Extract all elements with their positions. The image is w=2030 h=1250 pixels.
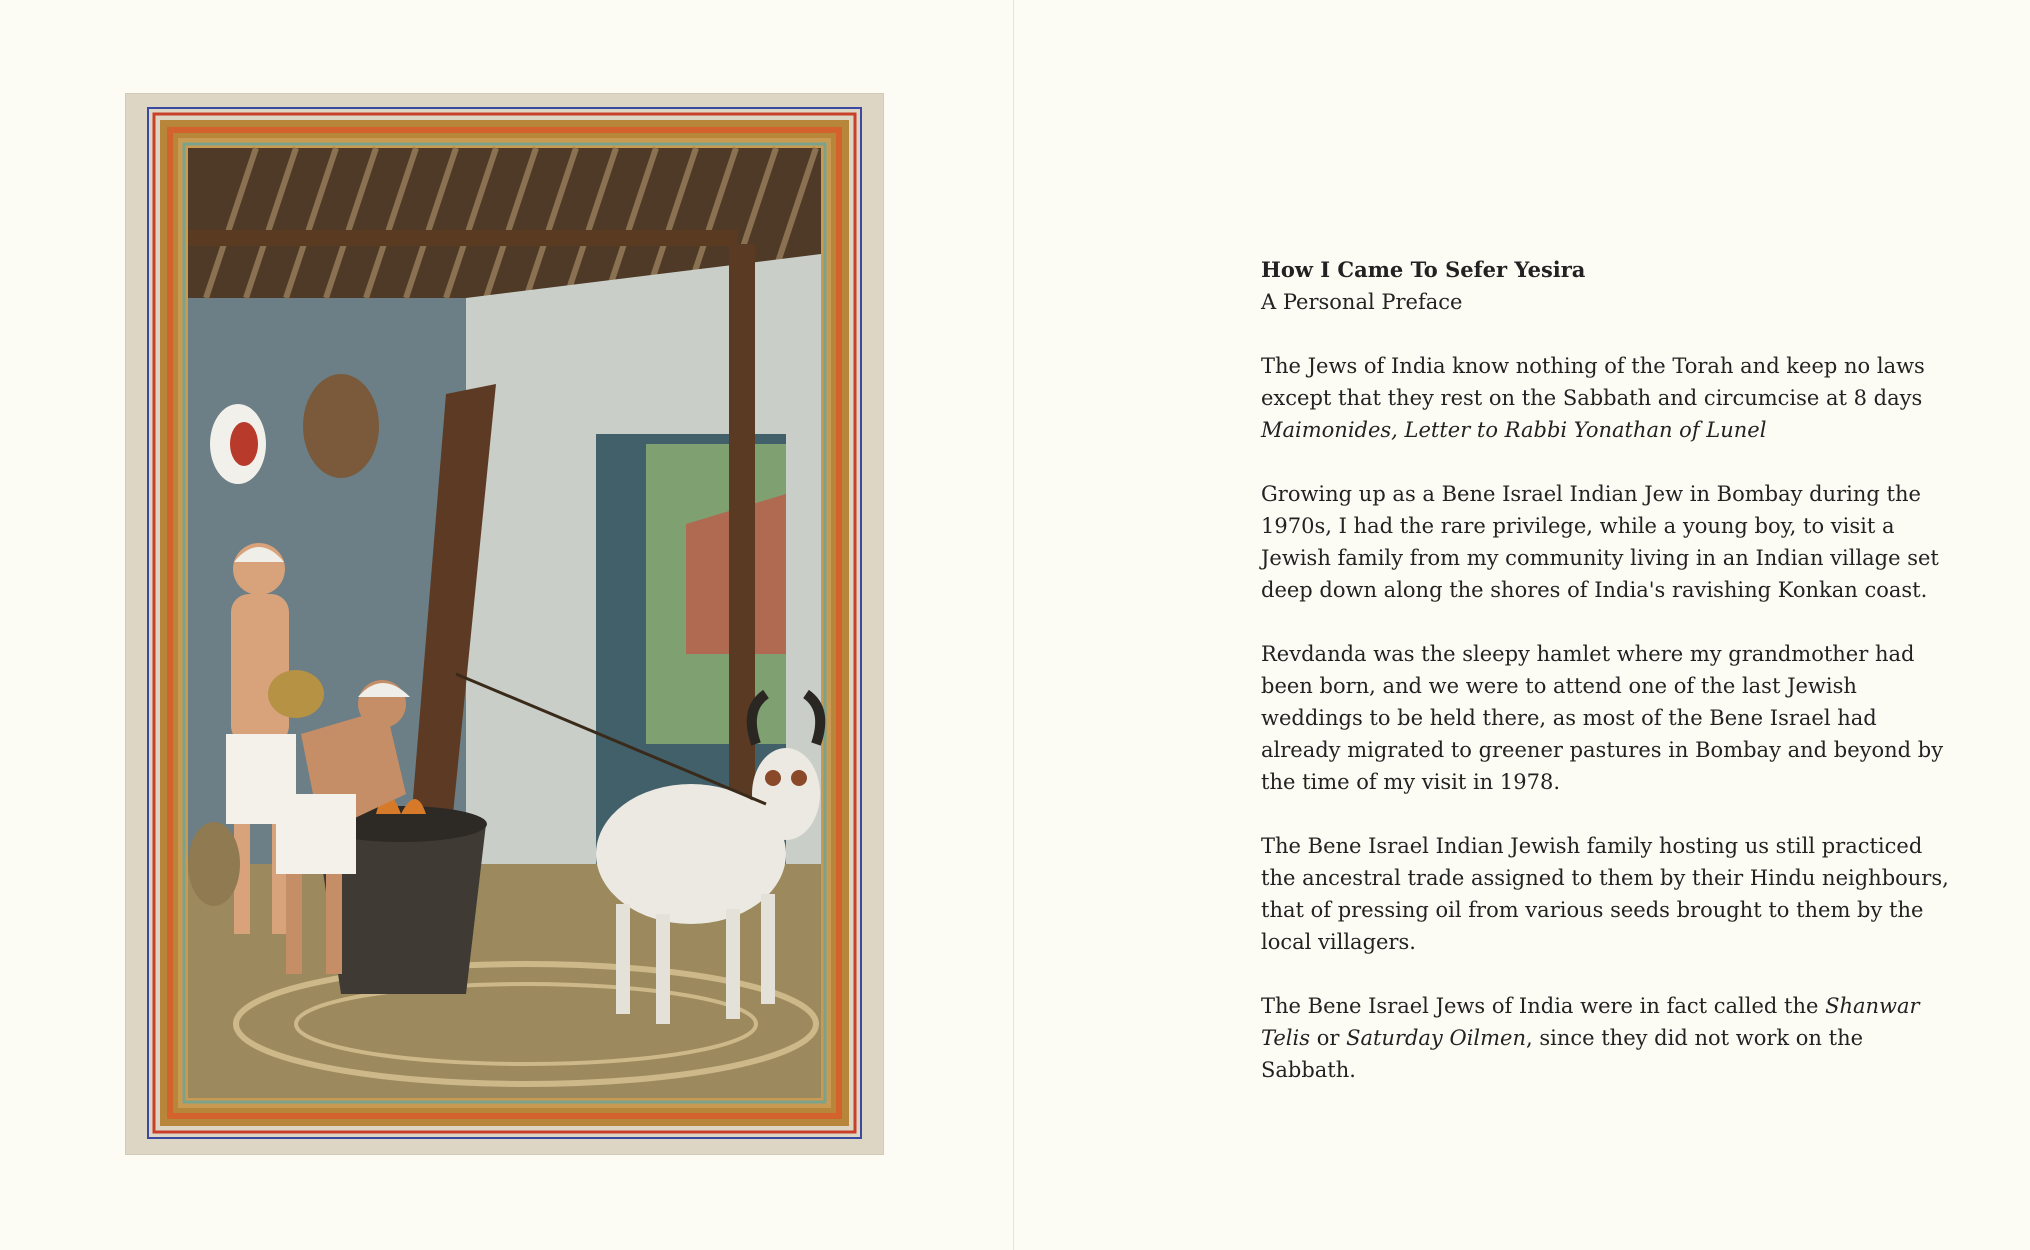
epigraph-quote: The Jews of India know nothing of the Torah and keep no laws except that they rest on the Sabbath and circumcise at 8 days xyxy=(1261,354,1925,410)
preface-subtitle: A Personal Preface xyxy=(1261,290,1463,314)
paragraph-3: The Bene Israel Indian Jewish family hosting us still practiced the ancestral trade assigned to them by their Hindu neighbours, that of pressing oil from various seeds brought to them by the local villagers. xyxy=(1261,834,1949,954)
preface-title: How I Came To Sefer Yesira xyxy=(1261,257,1586,282)
paragraph-4-part-b: or xyxy=(1310,1026,1347,1050)
oil-press-painting-image xyxy=(126,94,883,1154)
paragraph-2: Revdanda was the sleepy hamlet where my grandmother had been born, and we were to attend one of the last Jewish weddings to be held there, as most of the Bene Israel had already migrated to greener pastures in Bombay and beyond by the time of my visit in 1978. xyxy=(1261,642,1944,794)
page-gutter xyxy=(1013,0,1014,1250)
shanwar-telis-term: Shanwar Telis xyxy=(1261,994,1920,1050)
preface-text xyxy=(1261,254,1961,1118)
epigraph xyxy=(1261,350,1961,446)
saturday-oilmen-term: Saturday Oilmen xyxy=(1346,1026,1526,1050)
painting-plate xyxy=(126,94,883,1154)
epigraph-source: Maimonides, Letter to Rabbi Yonathan of Lunel xyxy=(1261,418,1767,442)
paragraph-4-part-c: , since they did not work on the Sabbath. xyxy=(1261,1026,1864,1082)
paragraph-1: Growing up as a Bene Israel Indian Jew in Bombay during the 1970s, I had the rare privilege, while a young boy, to visit a Jewish family from my community living in an Indian village set deep down along the shores of India's ravishing Konkan coast. xyxy=(1261,482,1939,602)
paragraph-4-part-a: The Bene Israel Jews of India were in fact called the xyxy=(1261,994,1826,1018)
paragraph-4 xyxy=(1261,990,1961,1086)
